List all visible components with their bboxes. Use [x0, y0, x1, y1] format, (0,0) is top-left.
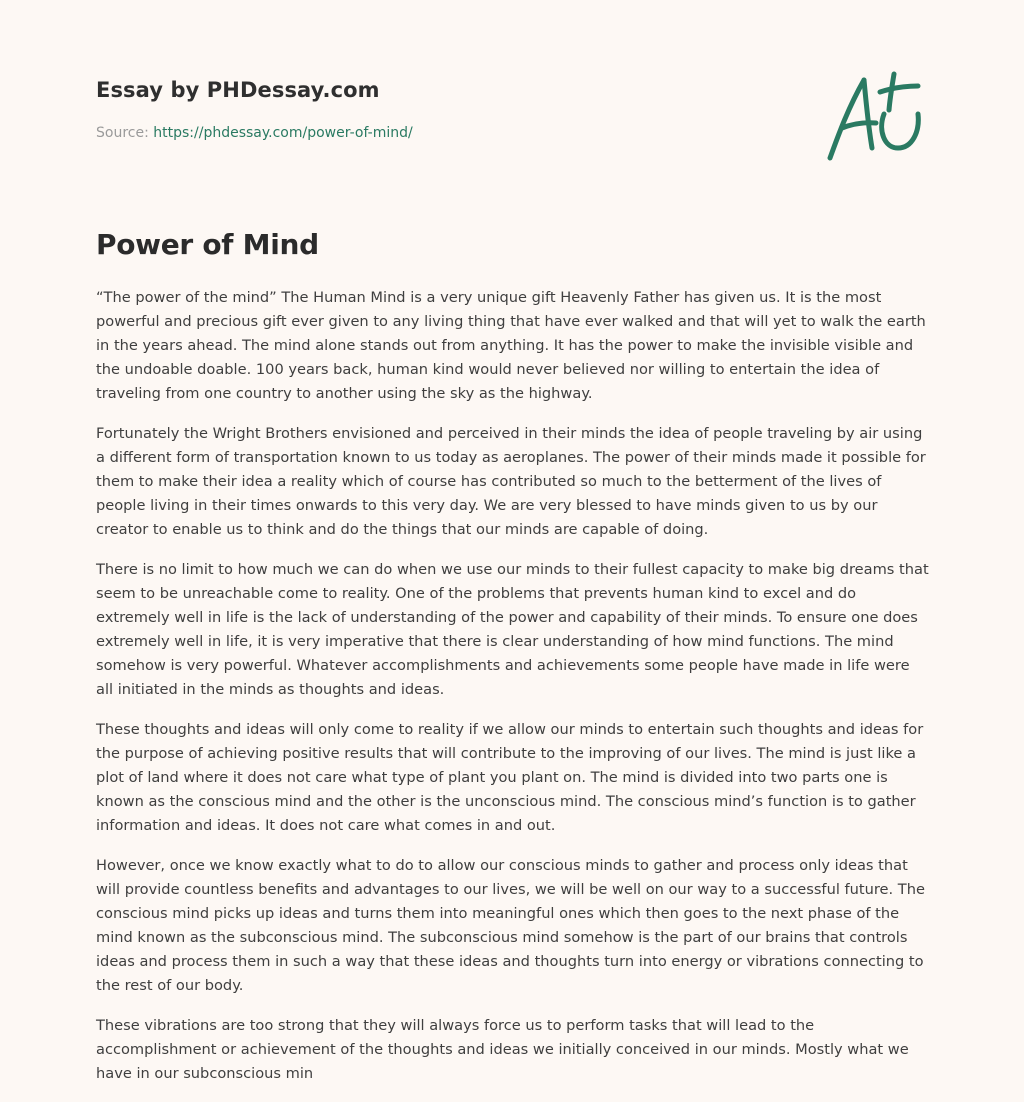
- paragraph: Fortunately the Wright Brothers envisioned and perceived in their minds the idea of people traveling by air using a different form of transportation known to us today as aeroplanes. The power of their minds made it possible for them to make their idea a reality which of course has contributed so much to the betterment of the lives of people living in their times onwards to this very day. We are very blessed to have minds given to us by our creator to enable us to think and do the things that our minds are capable of doing.: [96, 425, 926, 538]
- paragraph: These vibrations are too strong that they will always force us to perform tasks that will lead to the accomplishment or achievement of the thoughts and ideas we initially conceived in our minds. Mostly what we have in our subconscious min: [96, 1017, 909, 1082]
- source-link[interactable]: https://phdessay.com/power-of-mind/: [153, 125, 413, 141]
- paragraph: “The power of the mind” The Human Mind is a very unique gift Heavenly Father has given us. It is the most powerful and precious gift ever given to any living thing that have ever walked and that will yet to walk the earth in the years ahead. The mind alone stands out from anything. It has the power to make the invisible visible and the undoable doable. 100 years back, human kind would never believed nor willing to entertain the idea of traveling from one country to another using the sky as the highway.: [96, 289, 926, 402]
- paragraph: These thoughts and ideas will only come to reality if we allow our minds to entertain such thoughts and ideas for the purpose of achieving positive results that will contribute to the improving of our lives. The mind is just like a plot of land where it does not care what type of plant you plant on. The mind is divided into two parts one is known as the conscious mind and the other is the unconscious mind. The conscious mind’s function is to gather information and ideas. It does not care what comes in and out.: [96, 721, 924, 834]
- article: [96, 226, 930, 1102]
- source-label: Source:: [96, 125, 149, 141]
- page-header: [96, 76, 696, 143]
- article-title: Power of Mind: [96, 228, 319, 261]
- paragraph: However, once we know exactly what to do to allow our conscious minds to gather and process only ideas that will provide countless benefits and advantages to our lives, we will be well on our way to a successful future. The conscious mind picks up ideas and turns them into meaningful ones which then goes to the next phase of the mind known as the subconscious mind. The subconscious mind somehow is the part of our brains that controls ideas and process them in such a way that these ideas and thoughts turn into energy or vibrations connecting to the rest of our body.: [96, 857, 925, 994]
- site-title: Essay by PHDessay.com: [96, 78, 380, 102]
- paragraph: There is no limit to how much we can do when we use our minds to their fullest capacity to make big dreams that seem to be unreachable come to reality. One of the problems that prevents human kind to excel and do extremely well in life is the lack of understanding of the power and capability of their minds. To ensure one does extremely well in life, it is very imperative that there is clear understanding of how mind functions. The mind somehow is very powerful. Whatever accomplishments and achievements some people have made in life were all initiated in the minds as thoughts and ideas.: [96, 561, 929, 698]
- source-line: [96, 123, 696, 143]
- a-plus-grade-icon: [822, 68, 926, 164]
